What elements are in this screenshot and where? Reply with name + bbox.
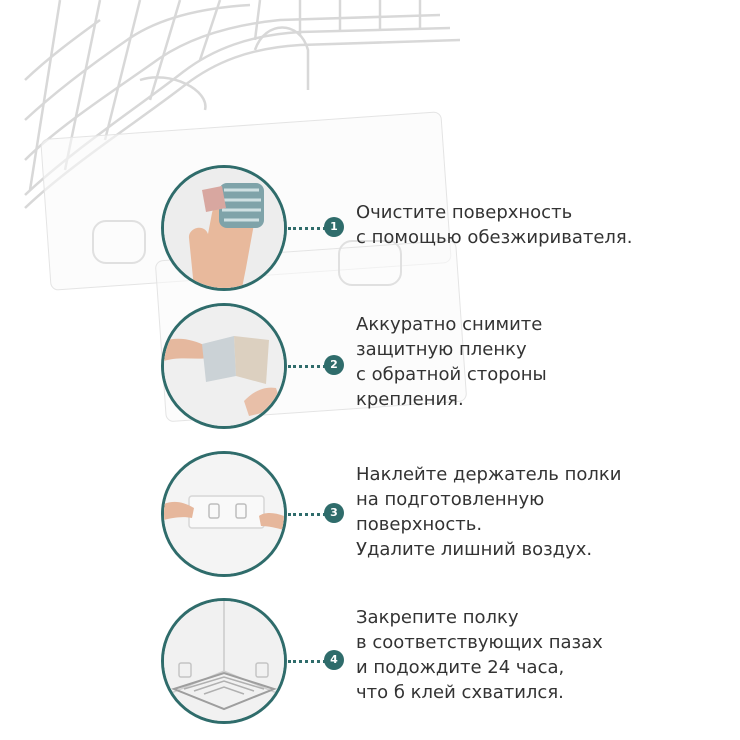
step-instruction-text <box>356 605 686 705</box>
stick-holder-icon <box>161 451 287 577</box>
instruction-line: в соответствующих пазах <box>356 632 603 653</box>
dotted-connector <box>288 365 326 368</box>
instruction-line: Закрепите полку <box>356 607 519 628</box>
instruction-line: крепления. <box>356 389 464 410</box>
shelf-in-corner-icon <box>161 598 287 724</box>
hand-wiping-icon <box>161 165 287 291</box>
instruction-line: Наклейте держатель полки <box>356 464 622 485</box>
step-2 <box>0 298 740 448</box>
step-1 <box>0 160 740 310</box>
step-number-badge: 1 <box>324 217 344 237</box>
step-3 <box>0 442 740 592</box>
step-instruction-text <box>356 462 686 562</box>
step-number-badge: 4 <box>324 650 344 670</box>
instruction-line: Очистите поверхность <box>356 202 573 223</box>
instruction-line: Аккуратно снимите <box>356 314 543 335</box>
step-number-badge: 3 <box>324 503 344 523</box>
dotted-connector <box>288 227 326 230</box>
instruction-line: защитную пленку <box>356 339 527 360</box>
instruction-line: с помощью обезжиривателя. <box>356 227 633 248</box>
dotted-connector <box>288 660 326 663</box>
step-instruction-text <box>356 200 686 250</box>
instruction-line: Удалите лишний воздух. <box>356 539 593 560</box>
peel-film-icon <box>161 303 287 429</box>
instruction-line: что б клей схватился. <box>356 682 564 703</box>
instruction-line: на подготовленную <box>356 489 545 510</box>
step-4 <box>0 590 740 740</box>
step-instruction-text <box>356 312 686 412</box>
instruction-line: поверхность. <box>356 514 483 535</box>
step-number-badge: 2 <box>324 355 344 375</box>
instruction-line: и подождите 24 часа, <box>356 657 565 678</box>
instruction-line: с обратной стороны <box>356 364 547 385</box>
dotted-connector <box>288 513 326 516</box>
